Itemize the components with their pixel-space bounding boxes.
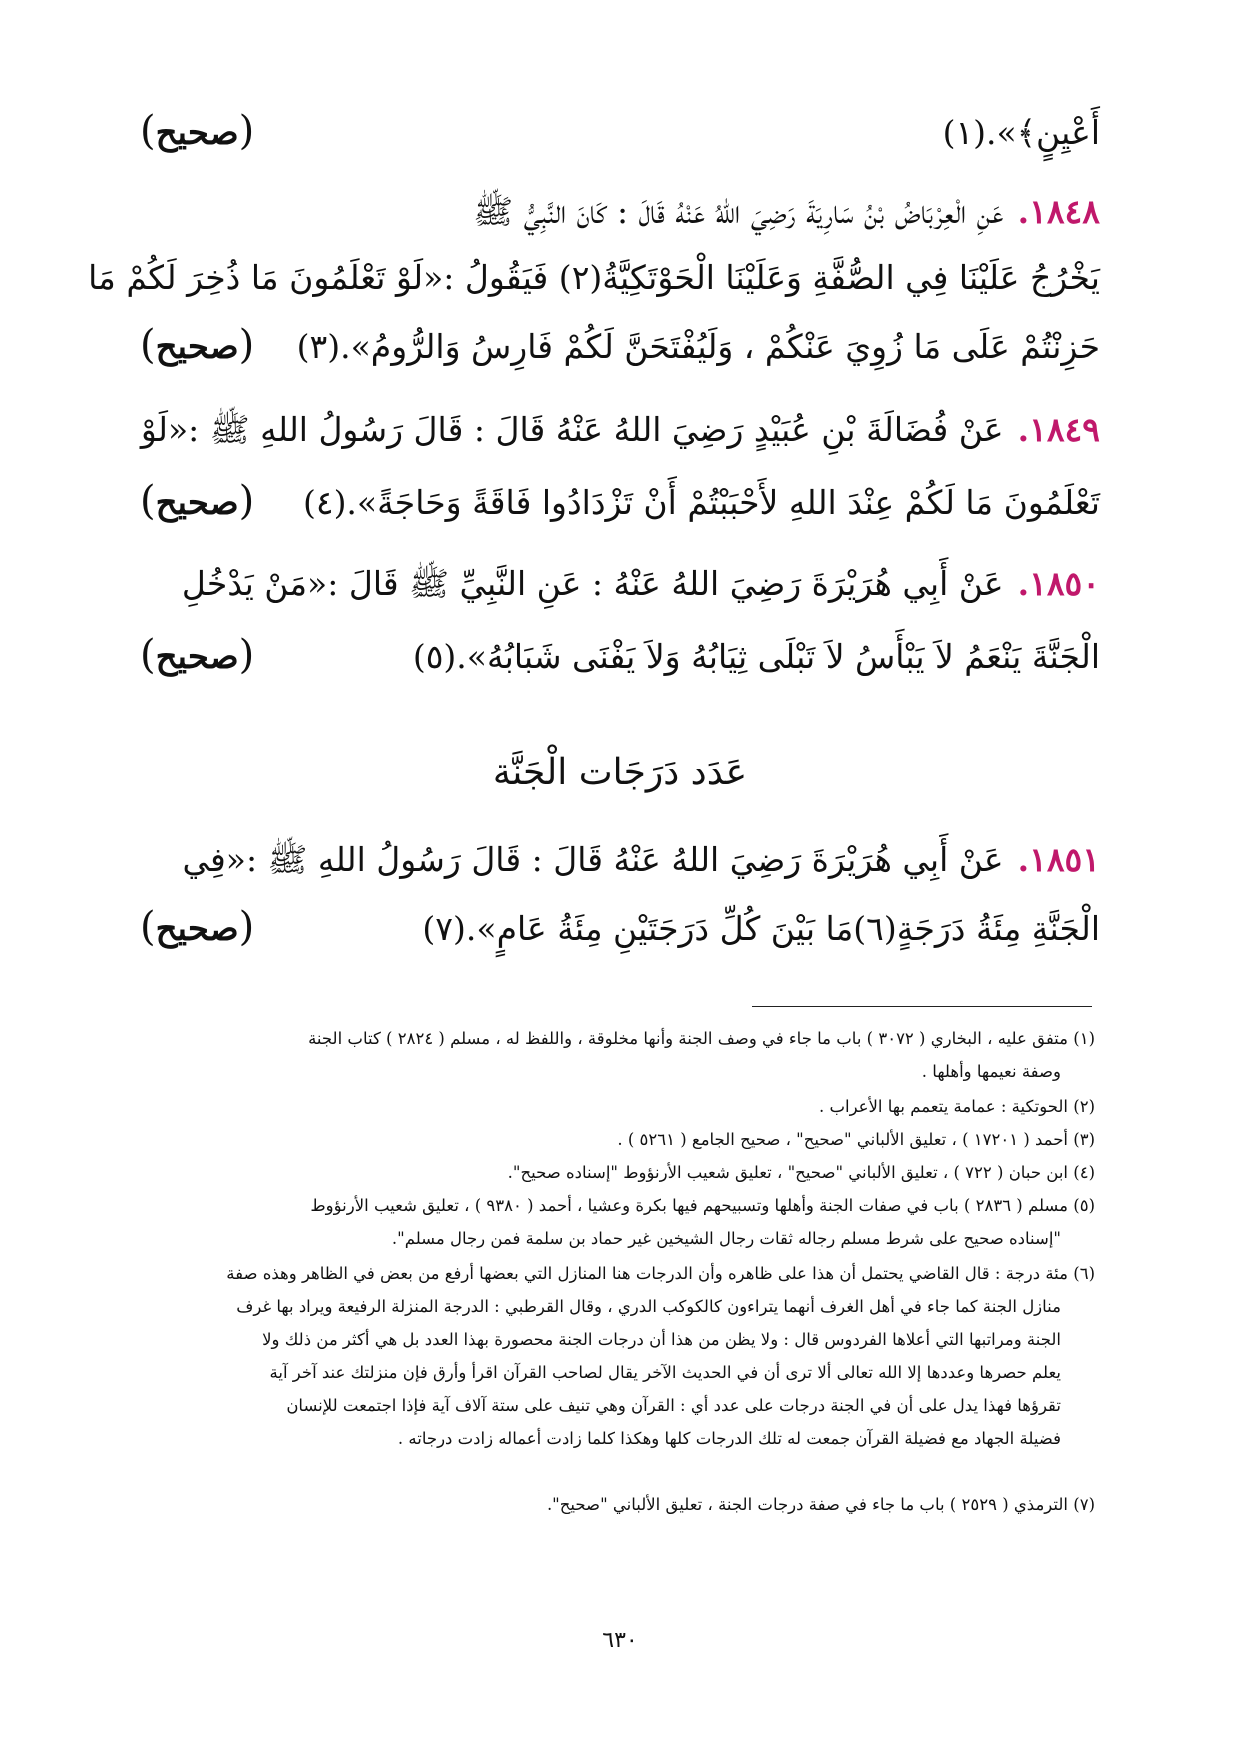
footnote-continuation: تقرؤها فهذا يدل على أن في الجنة درجات على عدد أي : القرآن وهي تنيف على ستة آلاف آية فإذا اجتمعت للإنسان <box>286 1396 1061 1415</box>
footnote-label: (٣) <box>1073 1130 1095 1149</box>
grade-badge: (صحيح) <box>140 478 255 524</box>
footnote-separator <box>752 1006 1092 1007</box>
grade-badge: (صحيح) <box>140 904 255 950</box>
hadith-number: ١٨٥١. <box>1017 840 1100 879</box>
footnote-continuation: يعلم حصرها وعددها إلا الله تعالى ألا ترى أن في الحديث الآخر يقال لصاحب القرآن اقرأ وأرق فإن منزلتك عند آخر آية <box>269 1363 1061 1382</box>
footnote-label: (٢) <box>1073 1097 1095 1116</box>
footnote-1 <box>145 1022 1095 1088</box>
footnote-3 <box>145 1123 1095 1156</box>
grade-badge: (صحيح) <box>140 322 255 368</box>
footnote-text: مسلم ( ٢٨٣٦ ) باب في صفات الجنة وأهلها وتسبيحهم فيها بكرة وعشيا ، أحمد ( ٩٣٨٠ ) ، تعليق شعيب الأرنؤوط <box>310 1196 1068 1215</box>
hadith-1851-line-1 <box>140 840 1100 888</box>
grade-badge: (صحيح) <box>140 632 255 678</box>
hadith-text: الْجَنَّةَ يَنْعَمُ لاَ يَبْأَسُ لاَ تَبْلَى ثِيَابُهُ وَلاَ يَفْنَى شَبَابُهُ».(٥) <box>412 637 1100 676</box>
hadith-text: عَنْ فُضَالَةَ بْنِ عُبَيْدٍ رَضِيَ اللهُ عَنْهُ قَالَ : قَالَ رَسُولُ اللهِ ﷺ :«لَوْ <box>140 410 1004 449</box>
hadith-number: ١٨٤٨. <box>1017 192 1100 231</box>
hadith-continuation-line <box>140 108 1100 154</box>
footnote-2 <box>145 1090 1095 1123</box>
footnote-continuation: منازل الجنة كما جاء في أهل الغرف أنهما يتراءون كالكوكب الدري ، وقال القرطبي : الدرجة المنزلة الرفيعة ويراد بها غرف <box>236 1297 1061 1316</box>
footnote-text: الحوتكية : عمامة يتعمم بها الأعراب . <box>818 1097 1068 1116</box>
footnote-continuation: "إسناده صحيح على شرط مسلم رجاله ثقات رجال الشيخين غير حماد بن سلمة فمن رجال مسلم". <box>391 1229 1061 1248</box>
hadith-text: تَعْلَمُونَ مَا لَكُمْ عِنْدَ اللهِ لأَحْبَبْتُمْ أَنْ تَزْدَادُوا فَاقَةً وَحَاجَةً».(٤) <box>302 483 1100 522</box>
hadith-text: يَخْرُجُ عَلَيْنَا فِي الصُّفَّةِ وَعَلَيْنَا الْحَوْتَكِيَّةُ(٢) فَيَقُولُ :«لَوْ تَعْلَمُونَ مَا ذُخِرَ لَكُمْ مَا <box>88 258 1100 297</box>
footnote-label: (٧) <box>1073 1495 1095 1514</box>
footnote-text: ابن حبان ( ٧٢٢ ) ، تعليق الألباني "صحيح" ، تعليق شعيب الأرنؤوط "إسناده صحيح". <box>507 1163 1068 1182</box>
page-number: ٦٣٠ <box>602 1628 638 1653</box>
footnote-6 <box>145 1257 1095 1455</box>
footnote-text: أحمد ( ١٧٢٠١ ) ، تعليق الألباني "صحيح" ، صحيح الجامع ( ٥٢٦١ ) . <box>617 1130 1068 1149</box>
footnote-text: الترمذي ( ٢٥٢٩ ) باب ما جاء في صفة درجات الجنة ، تعليق الألباني "صحيح". <box>546 1495 1068 1514</box>
hadith-1848-line-1 <box>140 192 1100 240</box>
hadith-1850-line-1 <box>140 564 1100 612</box>
footnote-label: (٦) <box>1073 1264 1095 1283</box>
footnote-7 <box>145 1488 1095 1521</box>
hadith-text: الْجَنَّةِ مِئَةُ دَرَجَةٍ(٦)مَا بَيْنَ كُلِّ دَرَجَتَيْنِ مِئَةُ عَامٍ».(٧) <box>422 909 1100 948</box>
footnote-continuation: الجنة ومراتبها التي أعلاها الفردوس قال : ولا يظن من هذا أن درجات الجنة محصورة بهذا العدد بل هي أكثر من ذلك ولا <box>262 1330 1061 1349</box>
hadith-1849-line-1 <box>140 410 1100 458</box>
footnote-label: (٥) <box>1073 1196 1095 1215</box>
footnote-label: (٤) <box>1073 1163 1095 1182</box>
hadith-text: عَنْ أَبِي هُرَيْرَةَ رَضِيَ اللهُ عَنْهُ قَالَ : قَالَ رَسُولُ اللهِ ﷺ :«فِي <box>182 840 1004 879</box>
footnote-continuation: وصفة نعيمها وأهلها . <box>921 1062 1061 1081</box>
hadith-1848-line-3 <box>140 322 1100 368</box>
footnote-label: (١) <box>1073 1029 1095 1048</box>
hadith-text: أَعْيِنٍ﴾».(١) <box>942 113 1100 152</box>
grade-badge: (صحيح) <box>140 108 255 154</box>
hadith-number: ١٨٥٠. <box>1017 564 1100 603</box>
section-heading: عَدَد دَرَجَات الْجَنَّة <box>492 752 748 793</box>
hadith-1849-line-2 <box>140 478 1100 524</box>
hadith-text: عَنِ الْعِرْبَاضُ بْنُ سَارِيَةَ رَضِيَ اللهُ عَنْهُ قَالَ : كَانَ النَّبِيُّ ﷺ <box>473 192 1004 231</box>
footnote-text: متفق عليه ، البخاري ( ٣٠٧٢ ) باب ما جاء في وصف الجنة وأنها مخلوقة ، واللفظ له ، مسلم ( ٢٨٢٤ ) كتاب الجنة <box>308 1029 1068 1048</box>
hadith-number: ١٨٤٩. <box>1017 410 1100 449</box>
hadith-1848-line-2 <box>88 258 1100 297</box>
footnote-5 <box>145 1189 1095 1255</box>
footnote-continuation: فضيلة الجهاد مع فضيلة القرآن جمعت له تلك الدرجات كلها وهكذا كلما زادت أعماله زادت درجاته . <box>397 1429 1061 1448</box>
hadith-text: حَزِنْتُمْ عَلَى مَا زُوِيَ عَنْكُمْ ، وَلَيُفْتَحَنَّ لَكُمْ فَارِسُ وَالرُّومُ».(٣) <box>296 327 1100 366</box>
hadith-1850-line-2 <box>140 632 1100 678</box>
footnote-text: مئة درجة : قال القاضي يحتمل أن هذا على ظاهره وأن الدرجات هنا المنازل التي بعضها أرفع من بعض في الظاهر وهذه صفة <box>226 1264 1068 1283</box>
hadith-1851-line-2 <box>140 904 1100 950</box>
hadith-text: عَنْ أَبِي هُرَيْرَةَ رَضِيَ اللهُ عَنْهُ : عَنِ النَّبِيِّ ﷺ قَالَ :«مَنْ يَدْخُلِ <box>181 564 1004 603</box>
footnote-4 <box>145 1156 1095 1189</box>
